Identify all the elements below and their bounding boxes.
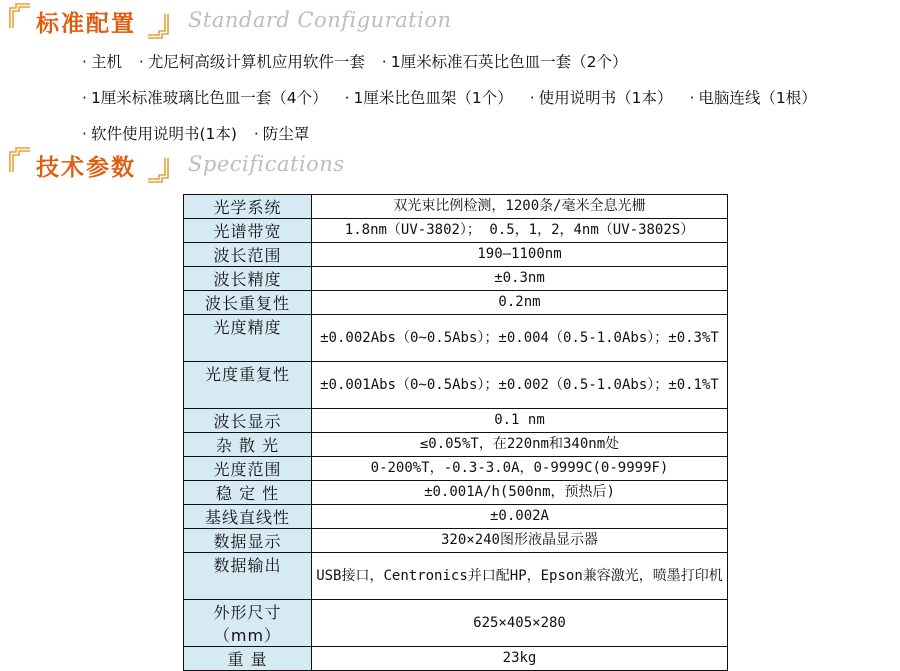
- spec-key: 波长显示: [184, 409, 312, 433]
- spec-key: 数据输出: [184, 553, 312, 600]
- spec-key: 波长重复性: [184, 291, 312, 315]
- spec-value: ±0.002A: [312, 505, 728, 529]
- spec-value: ±0.001A/h(500nm，预热后): [312, 481, 728, 505]
- config-item: · 软件使用说明书(1本): [82, 125, 237, 143]
- spec-key: 波长范围: [184, 243, 312, 267]
- spec-key: 光学系统: [184, 195, 312, 219]
- spec-value: USB接口，Centronics并口配HP，Epson兼容激光，喷墨打印机: [312, 553, 728, 600]
- spec-value: 0.2nm: [312, 291, 728, 315]
- config-item: · 电脑连线（1根）: [689, 89, 816, 107]
- spec-row: [184, 243, 728, 267]
- section-title-cn: 标准配置: [36, 11, 136, 37]
- spec-key: 波长精度: [184, 267, 312, 291]
- spec-value: 625×405×280: [312, 600, 728, 647]
- spec-value: 0.1 nm: [312, 409, 728, 433]
- spec-row: [184, 505, 728, 529]
- section-header-standard-config: [8, 2, 888, 42]
- config-list: [82, 44, 852, 152]
- spec-row: [184, 457, 728, 481]
- spec-key: 稳 定 性: [184, 481, 312, 505]
- spec-value: 1.8nm（UV-3802）； 0.5，1，2，4nm（UV-3802S）: [312, 219, 728, 243]
- spec-key: 光谱带宽: [184, 219, 312, 243]
- spec-value: 320×240图形液晶显示器: [312, 529, 728, 553]
- spec-value: 0-200%T，-0.3-3.0A，0-9999C(0-9999F): [312, 457, 728, 481]
- spec-row: [184, 409, 728, 433]
- section-title-cn: 技术参数: [36, 155, 136, 181]
- section-title-en: Standard Configuration: [188, 8, 452, 32]
- spec-row: [184, 291, 728, 315]
- spec-row: [184, 600, 728, 647]
- spec-value: ±0.3nm: [312, 267, 728, 291]
- spec-key: 基线直线性: [184, 505, 312, 529]
- config-item: · 1厘米比色皿架（1个）: [345, 89, 513, 107]
- spec-value: ≤0.05%T，在220nm和340nm处: [312, 433, 728, 457]
- spec-key: 重 量: [184, 647, 312, 671]
- spec-key: 杂 散 光: [184, 433, 312, 457]
- config-item: · 防尘罩: [254, 125, 309, 143]
- spec-key: 数据显示: [184, 529, 312, 553]
- spec-row: [184, 195, 728, 219]
- spec-row: [184, 481, 728, 505]
- spec-value: 23kg: [312, 647, 728, 671]
- spec-key: 外形尺寸（mm）: [184, 600, 312, 647]
- config-item: · 尤尼柯高级计算机应用软件一套: [139, 53, 365, 71]
- spec-row: [184, 553, 728, 600]
- spec-key: 光度范围: [184, 457, 312, 481]
- spec-value: 190—1100nm: [312, 243, 728, 267]
- spec-row: [184, 267, 728, 291]
- specifications-table: [183, 194, 728, 671]
- spec-key: 光度精度: [184, 315, 312, 362]
- section-header-specifications: [8, 146, 888, 186]
- spec-row: [184, 315, 728, 362]
- spec-row: [184, 529, 728, 553]
- spec-value: 双光束比例检测，1200条/毫米全息光栅: [312, 195, 728, 219]
- spec-row: [184, 362, 728, 409]
- config-item: · 1厘米标准石英比色皿一套（2个）: [382, 53, 628, 71]
- config-item: · 主机: [82, 53, 122, 71]
- spec-value: ±0.001Abs（0~0.5Abs）；±0.002（0.5-1.0Abs）；±0.1%T: [312, 362, 728, 409]
- spec-row: [184, 433, 728, 457]
- section-title-en: Specifications: [188, 152, 345, 176]
- spec-key: 光度重复性: [184, 362, 312, 409]
- spec-value: ±0.002Abs（0~0.5Abs）；±0.004（0.5-1.0Abs）；±0.3%T: [312, 315, 728, 362]
- config-item: · 使用说明书（1本）: [530, 89, 673, 107]
- spec-row: [184, 219, 728, 243]
- config-item: · 1厘米标准玻璃比色皿一套（4个）: [82, 89, 328, 107]
